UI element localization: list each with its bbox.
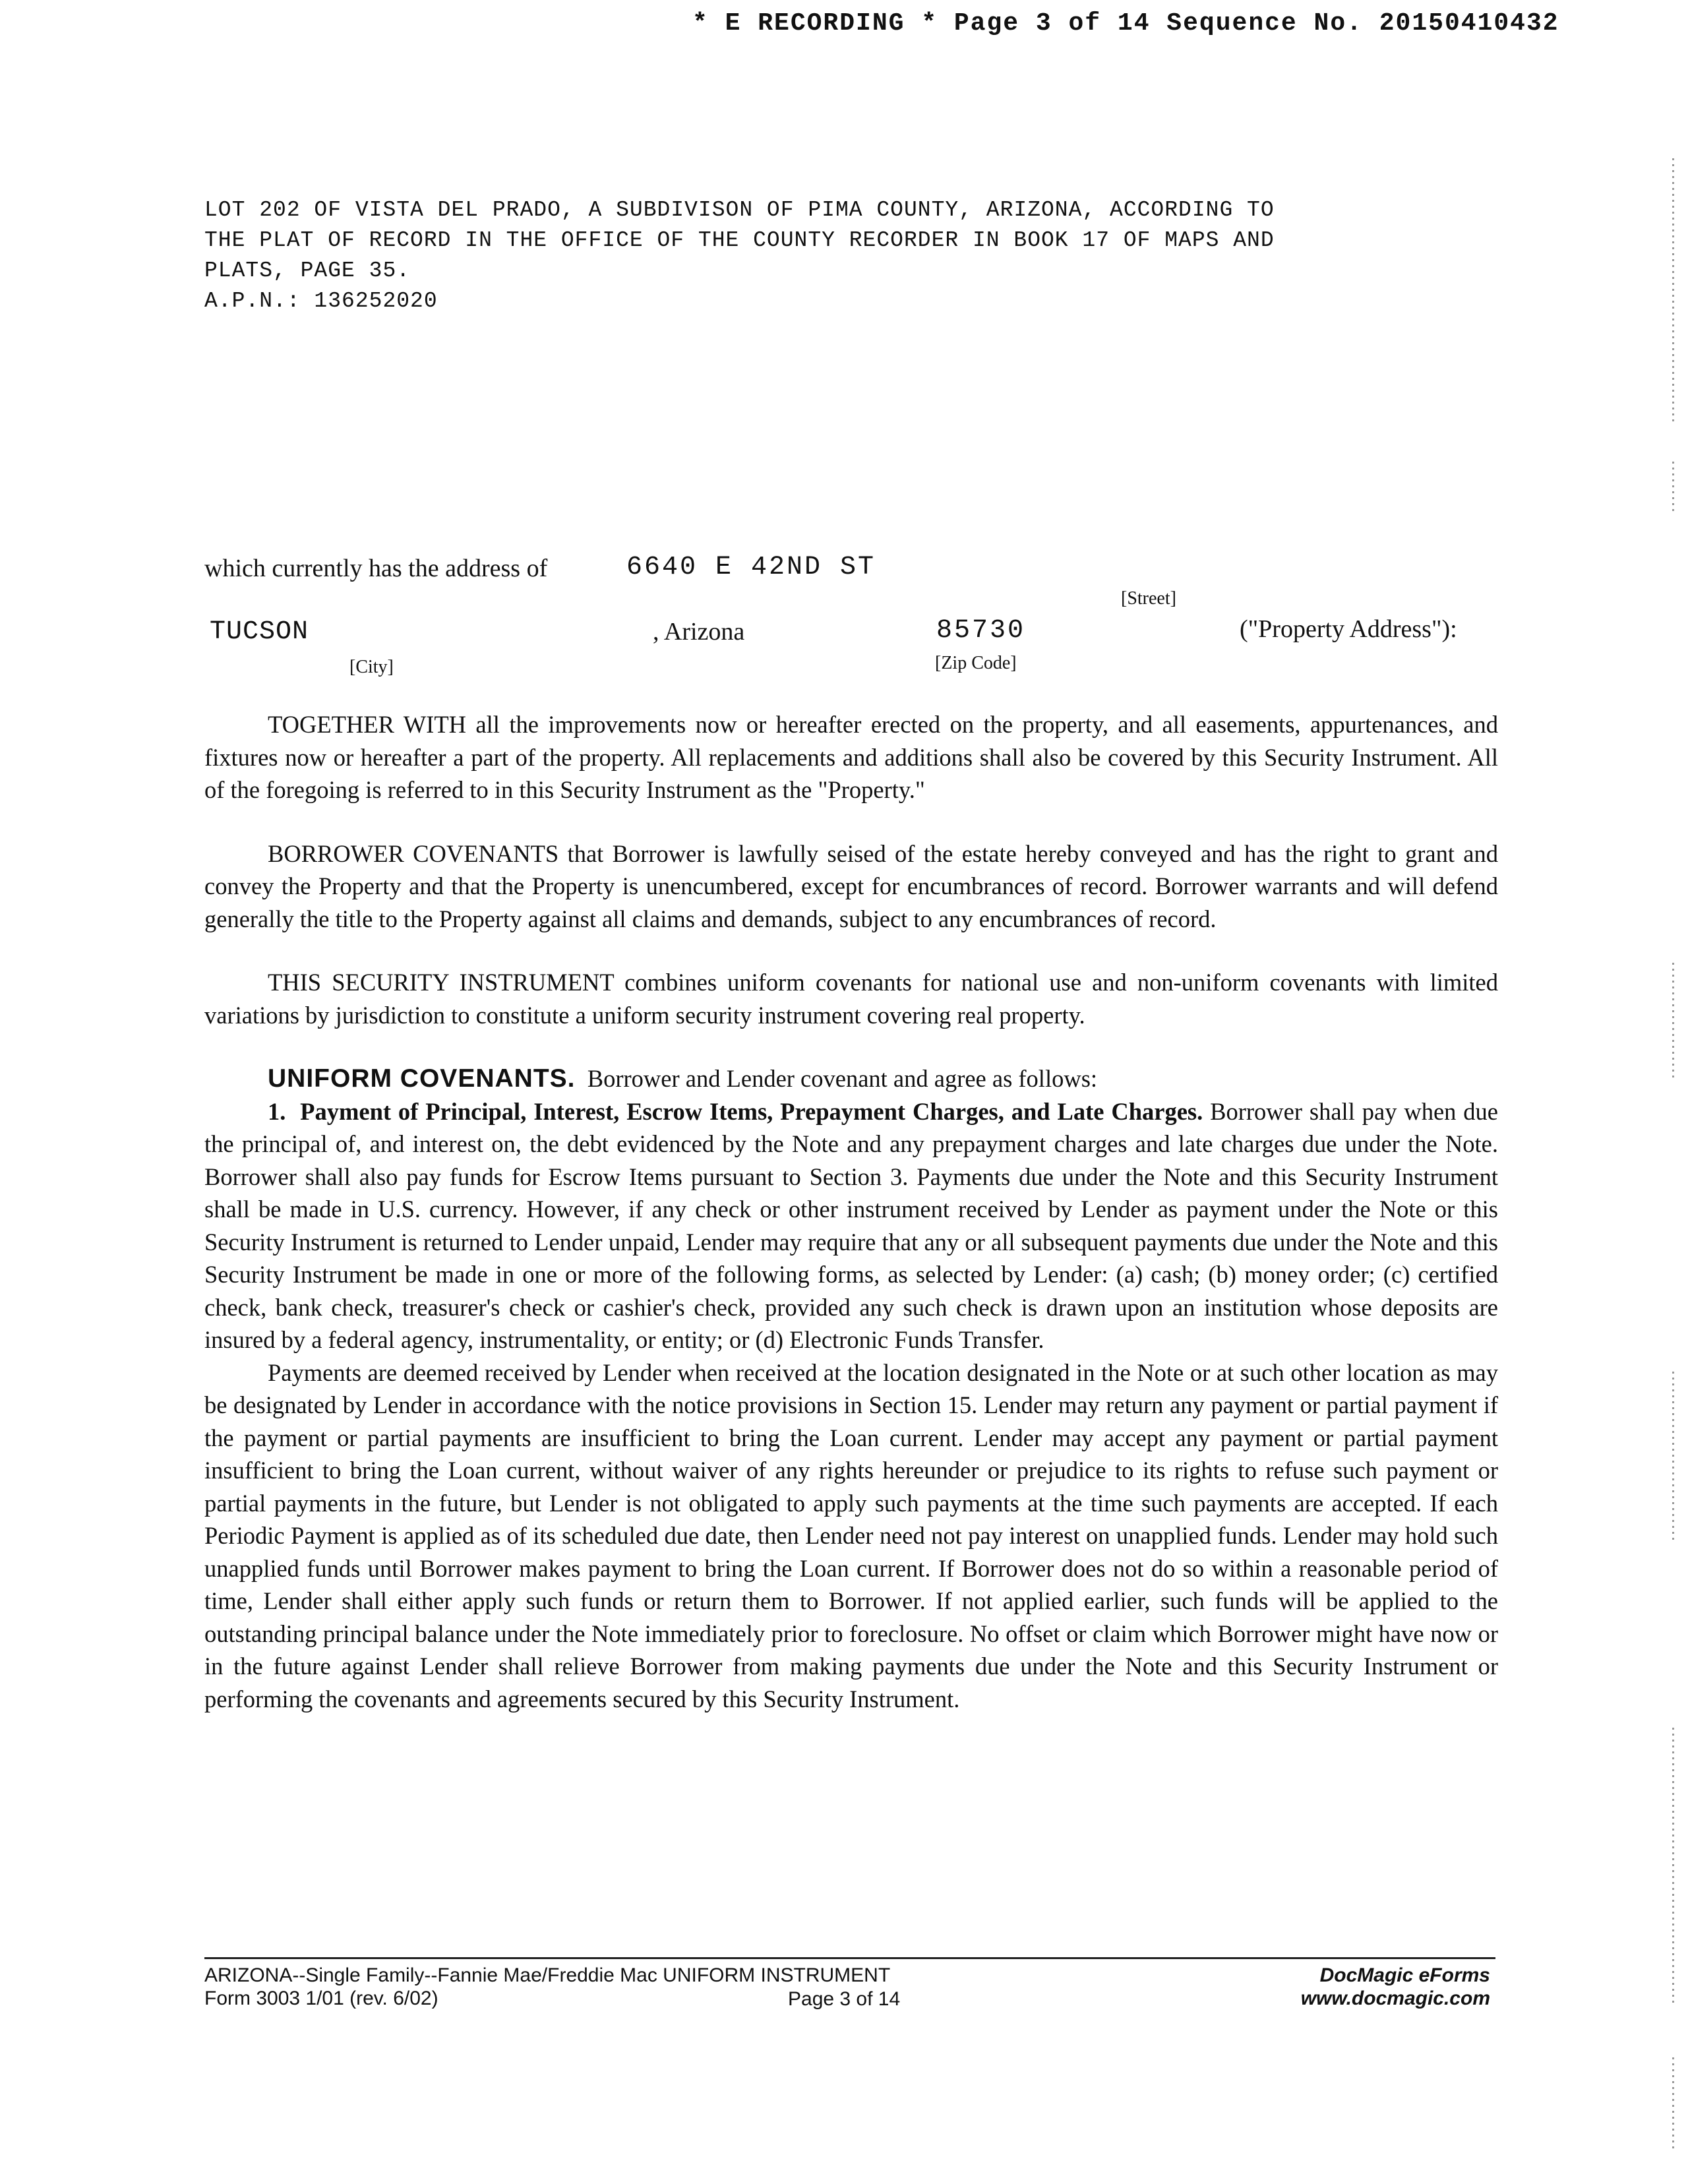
scan-edge-marks [1672,1728,1674,2005]
together-with-paragraph: TOGETHER WITH all the improvements now or hereafter erected on the property, and all easements, appurtenances, and fixtures now or hereafter a part of the property. All replacements and additions shall also be covered by this Security Instrument. All of the foregoing is referred to in this Security Instrument as the "Property." [204,711,1498,803]
legal-description-line: LOT 202 OF VISTA DEL PRADO, A SUBDIVISON OF PIMA COUNTY, ARIZONA, ACCORDING TO [204,198,1275,222]
recording-header: * E RECORDING * Page 3 of 14 Sequence No. 20150410432 [692,9,1559,38]
uniform-covenants-heading: UNIFORM COVENANTS. [268,1064,576,1093]
property-address-label: ("Property Address"): [1240,615,1457,643]
footer-url: www.docmagic.com [1300,1987,1490,2009]
document-body [204,708,1498,1715]
security-instrument-paragraph: THIS SECURITY INSTRUMENT combines uniform covenants for national use and non-uniform covenants with limited variations by jurisdiction to constitute a uniform security instrument covering real property. [204,969,1498,1029]
legal-description-line: THE PLAT OF RECORD IN THE OFFICE OF THE COUNTY RECORDER IN BOOK 17 OF MAPS AND [204,228,1275,253]
footer-form-title: ARIZONA--Single Family--Fannie Mae/Freddie Mac UNIFORM INSTRUMENT [204,1964,891,1986]
payments-received-paragraph: Payments are deemed received by Lender when received at the location designated in the Note or at such other location as may be designated by Lender in accordance with the notice provisions in Section 15. Lender may return any payment or partial payment if the payment or partial payments are insufficient to bring the Loan current. Lender may accept any payment or partial payment insufficient to bring the Loan current, without waiver of any rights hereunder or prejudice to its rights to refuse such payment or partial payments in the future, but Lender is not obligated to apply such payments at the time such payments are accepted. If each Periodic Payment is applied as of its scheduled due date, then Lender need not pay interest on unapplied funds. Lender may hold such unapplied funds until Borrower makes payment to bring the Loan current. If Borrower does not do so within a reasonable period of time, Lender shall either apply such funds or return them to Borrower. If not applied earlier, such funds will be applied to the outstanding principal balance under the Note immediately prior to foreclosure. No offset or claim which Borrower might have now or in the future against Lender shall relieve Borrower from making payments due under the Note and this Security Instrument or performing the covenants and agreements secured by this Security Instrument. [204,1358,1498,1713]
footer-page-number: Page 3 of 14 [788,1988,901,2010]
city-caption: [City] [349,657,394,677]
footer-brand [1301,1964,1490,2010]
docmagic-logo: DocMagic eForms [1319,1964,1490,1986]
footer-form-number: Form 3003 1/01 (rev. 6/02) [204,1987,438,2009]
scan-edge-marks [1672,963,1674,1081]
city-value: TUCSON [210,617,309,647]
borrower-covenants-paragraph: BORROWER COVENANTS that Borrower is lawfully seised of the estate hereby conveyed and has the right to grant and convey the Property and that the Property is unencumbered, except for encumbrances of record. Borrower warrants and will defend generally the title to the Property against all claims and demands, subject to any encumbrances of record. [204,839,1498,932]
legal-description [204,195,1523,317]
section-1-paragraph [204,1095,1498,1356]
section-1-text: Borrower shall pay when due the principal of, and interest on, the debt evidenced by the Note and any prepayment charges and late charges due under the Note. Borrower shall also pay funds for Escrow Items pursuant to Section 3. Payments due under the Note and this Security Instrument shall be made in U.S. currency. However, if any check or other instrument received by Lender as payment under the Note or this Security Instrument is returned to Lender unpaid, Lender may require that any or all subsequent payments due under the Note and this Security Instrument be made in one or more of the following forms, as selected by Lender: (a) cash; (b) money order; (c) certified check, bank check, treasurer's check or cashier's check, provided any such check is drawn upon an institution whose deposits are insured by a federal agency, instrumentality, or entity; or (d) Electronic Funds Transfer. [204,1097,1498,1353]
scan-edge-marks [1672,462,1674,514]
street-caption: [Street] [1121,588,1176,609]
address-intro: which currently has the address of [204,555,548,582]
apn-line: A.P.N.: 136252020 [204,289,438,313]
zip-caption: [Zip Code] [935,653,1017,673]
scan-edge-marks [1672,1372,1674,1543]
legal-description-line: PLATS, PAGE 35. [204,258,411,283]
scan-edge-marks [1672,158,1674,422]
state-value: , Arizona [653,618,745,646]
zip-value: 85730 [936,616,1026,646]
uniform-covenants-intro [204,1062,1498,1095]
section-1-title: 1. Payment of Principal, Interest, Escrow Items, Prepayment Charges, and Late Charges. [268,1097,1203,1125]
street-value: 6640 E 42ND ST [626,553,876,582]
footer-rule [204,1957,1495,1959]
scan-edge-marks [1672,2057,1674,2150]
uniform-covenants-text: Borrower and Lender covenant and agree as follows: [587,1065,1098,1092]
